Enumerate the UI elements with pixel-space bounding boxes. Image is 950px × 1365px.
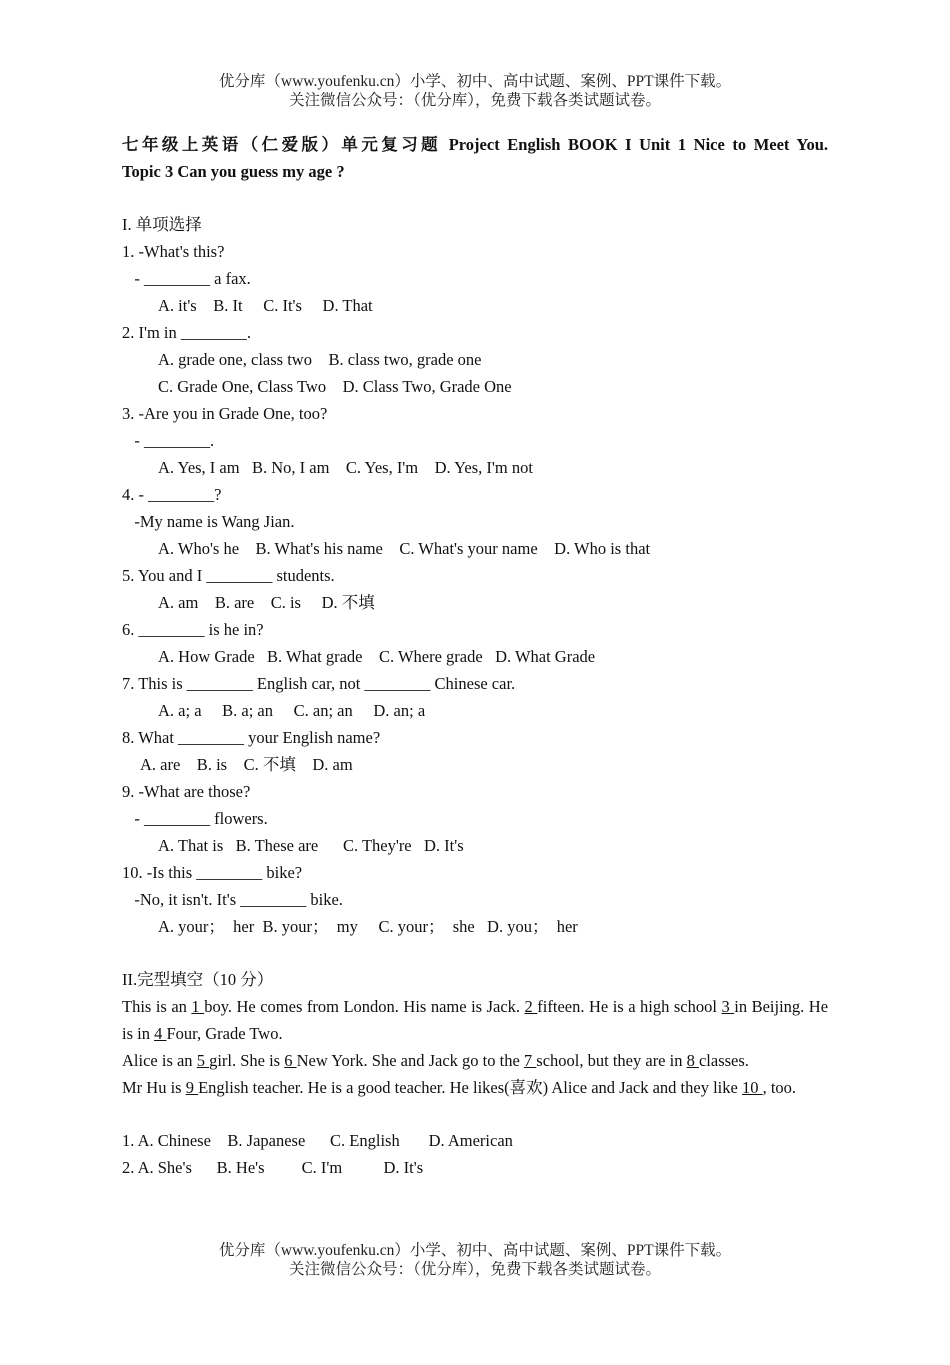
question-line: 5. You and I ________ students. [122, 566, 335, 585]
question-line: 8. What ________ your English name? [122, 728, 381, 747]
question-options: A. Who's he B. What's his name C. What's your name D. Who is that [158, 539, 651, 558]
question-line: - ________. [122, 431, 215, 450]
question-options: A. your； her B. your； my C. your； she D. you； her [158, 917, 578, 936]
question-line: 2. I'm in ________. [122, 323, 252, 342]
document-body [122, 131, 828, 1181]
question-line: 3. -Are you in Grade One, too? [122, 404, 328, 423]
question-line: - ________ flowers. [122, 809, 268, 828]
question-2 [122, 319, 828, 400]
cloze-blank: 5 [196, 1051, 210, 1070]
cloze-paragraph-3: Mr Hu is 9 English teacher. He is a good teacher. He likes(喜欢) Alice and Jack and they like 10 , too. [122, 1078, 797, 1097]
cloze-blank: 6 [284, 1051, 297, 1070]
cloze-blank: 4 [154, 1024, 167, 1043]
question-line: 7. This is ________ English car, not ________ Chinese car. [122, 674, 516, 693]
question-options: C. Grade One, Class Two D. Class Two, Grade One [158, 377, 512, 396]
page-header [0, 72, 950, 110]
question-line: -No, it isn't. It's ________ bike. [122, 890, 343, 909]
section-1-heading: I. 单项选择 [122, 215, 202, 234]
question-3 [122, 400, 828, 481]
header-line-2: 关注微信公众号：（优分库），免费下载各类试题试卷。 [288, 92, 661, 109]
question-line: -My name is Wang Jian. [122, 512, 295, 531]
question-8 [122, 724, 828, 778]
cloze-options-2: 2. A. She's B. He's C. I'm D. It's [122, 1158, 424, 1177]
question-line: - ________ a fax. [122, 269, 251, 288]
question-line: 10. -Is this ________ bike? [122, 863, 303, 882]
question-4 [122, 481, 828, 562]
question-10 [122, 859, 828, 940]
question-options: A. it's B. It C. It's D. That [158, 296, 373, 315]
cloze-blank: 3 [721, 997, 735, 1016]
question-options: A. That is B. These are C. They're D. It's [158, 836, 464, 855]
question-options: A. am B. are C. is D. 不填 [158, 593, 375, 612]
cloze-blank: 8 [686, 1051, 699, 1070]
question-7 [122, 670, 828, 724]
cloze-blank: 2 [524, 997, 538, 1016]
cloze-blank: 9 [185, 1078, 199, 1097]
question-line: 4. - ________? [122, 485, 222, 504]
cloze-options-1: 1. A. Chinese B. Japanese C. English D. American [122, 1131, 513, 1150]
document-title: 七年级上英语（仁爱版）单元复习题 Project English BOOK I Unit 1 Nice to Meet You. [122, 135, 828, 154]
header-line-1: 优分库（www.youfenku.cn）小学、初中、高中试题、案例、PPT课件下载。 [218, 73, 732, 90]
question-options: A. are B. is C. 不填 D. am [140, 755, 353, 774]
question-6 [122, 616, 828, 670]
question-options: A. grade one, class two B. class two, grade one [158, 350, 482, 369]
footer-line-1: 优分库（www.youfenku.cn）小学、初中、高中试题、案例、PPT课件下载。 [218, 1242, 732, 1259]
footer-line-2: 关注微信公众号：（优分库），免费下载各类试题试卷。 [288, 1261, 661, 1278]
question-line: 9. -What are those? [122, 782, 251, 801]
question-line: 1. -What's this? [122, 242, 225, 261]
document-subtitle: Topic 3 Can you guess my age ? [122, 162, 345, 181]
question-options: A. a; a B. a; an C. an; an D. an; a [158, 701, 426, 720]
question-9 [122, 778, 828, 859]
cloze-blank: 7 [523, 1051, 537, 1070]
cloze-blank: 1 [191, 997, 205, 1016]
question-1 [122, 238, 828, 319]
question-options: A. How Grade B. What grade C. Where grade D. What Grade [158, 647, 596, 666]
cloze-blank: 10 [741, 1078, 763, 1097]
section-2-heading: II.完型填空（10 分） [122, 970, 274, 989]
question-line: 6. ________ is he in? [122, 620, 264, 639]
cloze-paragraph-2: Alice is an 5 girl. She is 6 New York. She and Jack go to the 7 school, but they are in 8 classes. [122, 1051, 749, 1070]
question-options: A. Yes, I am B. No, I am C. Yes, I'm D. Yes, I'm not [158, 458, 533, 477]
cloze-paragraph-1: This is an 1 boy. He comes from London. His name is Jack. 2 fifteen. He is a high school 3 in Beijing. He is in 4 Four, Grade Two. [122, 997, 829, 1043]
page-footer [0, 1241, 950, 1279]
question-5 [122, 562, 828, 616]
